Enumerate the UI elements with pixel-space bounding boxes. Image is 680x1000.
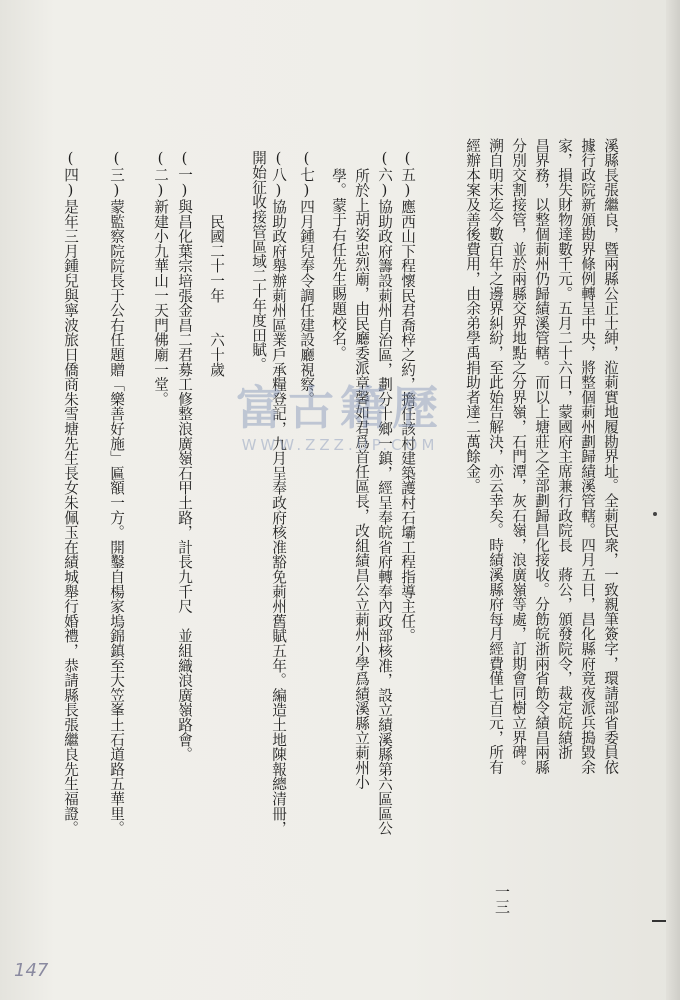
edge-dot (653, 512, 657, 516)
text-column-4: 昌界務，以整個莿州仍歸績溪管轄。而以上塘莊之全部劃歸昌化接收。分飭皖浙兩省飭令績昌兩縣 (533, 138, 550, 775)
text-column-3: 家，損失財物達數千元。五月二十六日，蒙國府主席兼行政院長 蔣公，頒發院令，裁定皖績浙 (556, 138, 573, 760)
handwritten-folio-number: 147 (14, 960, 49, 981)
watermark-text: 富古籍歷 (236, 381, 444, 435)
text-column-9: (六)協助政府籌設莿州自治區，劃分十鄉一鎮，經呈奉皖省府轉奉內政部核准，設立績溪縣第六區區公 (376, 150, 393, 836)
text-column-1: 溪縣長張繼良，暨兩縣公正士紳，涖莿實地履勘界址。全莿民衆，一致親筆簽字，環請部省委員依 (602, 138, 619, 775)
text-column-8: (五)應西山下程懷民君喬梓之約，擔任該村建築護村石壩工程指導主任。 (399, 150, 416, 644)
edge-mark (652, 920, 666, 922)
watermark-url: WWW.ZZZ.UP.COM (241, 436, 439, 454)
text-column-13: (八)協助政府舉辦莿州區業戶承糧登記，九月呈奉政府核准豁免莿州舊賦五年。編造土地陳報總清冊，開始征收接管區域二十年度田賦。 (250, 150, 287, 836)
text-column-2: 據行政院新頒勘界條例轉呈中央，將整個莿州劃歸績溪管轄。四月五日，昌化縣府竟夜派兵搗毀余 (579, 138, 596, 775)
page-number: 一三 (493, 884, 511, 914)
text-column-12: (七)四月鍾兒奉令調任建設廳視察。 (298, 150, 315, 407)
text-column-16: (二)新建小九華山一天門佛廟一堂。 (152, 150, 169, 407)
text-column-11: 學。蒙于右任先生賜題校名。 (330, 168, 347, 361)
year-heading: 民國二十一年 六十歲 (208, 214, 225, 377)
text-column-6: 溯自明末迄今數百年之邊界糾紛，至此始告解決，亦云幸矣。時績溪縣府每月經費僅七百元，所有 (487, 138, 504, 775)
text-column-5: 分別交割接管，並於兩縣交界地點之分界嶺，石門潭，灰石嶺，浪廣嶺等處，訂期會同樹立界碑。 (510, 138, 527, 775)
binding-edge (666, 0, 680, 1000)
text-column-17: (三)蒙監察院院長于公右任題贈「樂善好施」匾額一方。開鑿自楊家塢錦鎮至大笠峯土石道路五華里。 (108, 150, 125, 836)
text-column-7: 經辦本案及善後費用，由余弟學禹捐助者達二萬餘金。 (464, 138, 481, 494)
text-column-10: 所於上胡姿忠烈廟，由民廳委派章馨如君爲首任區長，改組績昌公立莿州小學爲績溪縣立莿州小 (353, 168, 370, 790)
text-column-15: (一)與昌化葉宗培張金昌二君募工修整浪廣嶺石甲土路，計長九千尺 並組織浪廣嶺路會。 (176, 150, 193, 762)
text-column-18: (四)是年三月鍾兒與寧波旅日僑商朱雪塘先生長女朱佩玉在績城舉行婚禮，恭請縣長張繼良先生福證。 (62, 150, 79, 836)
